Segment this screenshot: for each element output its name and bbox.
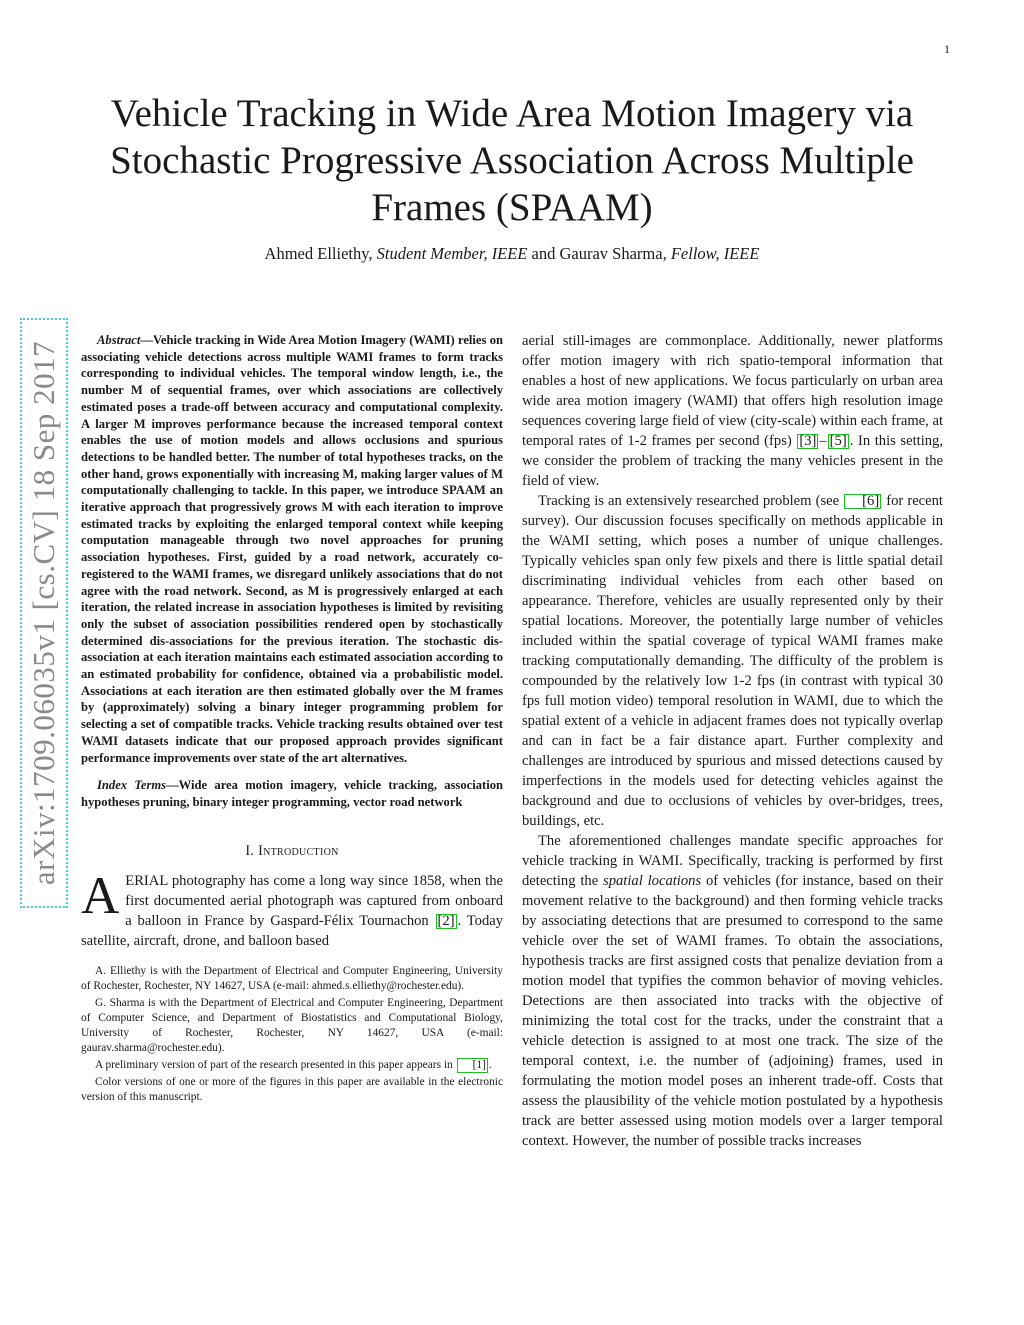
index-terms-body: —Wide area motion imagery, vehicle tracking, association hypotheses pruning, binary integer programming, vector road network: [81, 778, 503, 809]
paragraph-text: . In this setting, we consider the problem of tracking the many vehicles present in the field of view.: [522, 433, 943, 489]
page-number: 1: [944, 42, 950, 56]
abstract-lead: Abstract: [97, 333, 141, 347]
arxiv-identifier: arXiv:1709.06035v1 [cs.CV] 18 Sep 2017: [26, 340, 61, 886]
drop-cap: A: [81, 866, 120, 925]
citation-link[interactable]: [5]: [829, 433, 847, 449]
footnote-preliminary-end: .: [488, 1058, 492, 1071]
section-heading-introduction: [81, 841, 503, 861]
intro-text-b: . Today satellite, aircraft, drone, and balloon based: [81, 912, 504, 949]
index-terms: [81, 777, 503, 810]
section-title: Introduction: [258, 842, 339, 859]
emphasis-text: spatial locations: [603, 873, 702, 889]
citation-link[interactable]: [3]: [799, 433, 817, 449]
footnote-affiliation-1: A. Elliethy is with the Department of Electrical and Computer Engineering, University of Rochester, Rochester, NY 14627, USA (e-mail: ahmed.s.elliethy@rochester.edu).: [81, 964, 503, 992]
paragraph-text: Tracking is an extensively researched problem (see: [538, 493, 844, 509]
citation-range-dash: –: [819, 433, 827, 449]
footnote-preliminary: [81, 1058, 503, 1073]
right-column: [522, 331, 943, 1151]
intro-paragraph: [81, 866, 504, 951]
paragraph-text: aerial still-images are commonplace. Additionally, newer platforms offer motion imagery with rich spatio-temporal information that enables a host of new applications. We focus particularly on urban area wide area motion imagery (WAMI) that offers high resolution image sequences covering large field of view (city-scale) within each frame, at temporal rates of 1-2 frames per second (fps): [522, 333, 943, 449]
footnote-affiliation-2: G. Sharma is with the Department of Electrical and Computer Engineering, Department of Computer Science, and Department of Biostatistics and Computational Biology, University of Rochester, Rochester, NY 14627, USA (e-mail: gaurav.sharma@rochester.edu).: [81, 996, 503, 1054]
paper-title: Vehicle Tracking in Wide Area Motion Imagery via Stochastic Progressive Association Across Multiple Frames (SPAAM): [110, 92, 914, 229]
body-paragraph-3: [522, 831, 943, 1151]
footnote-color: Color versions of one or more of the figures in this paper are available in the electronic version of this manuscript.: [81, 1075, 503, 1103]
index-terms-lead: Index Terms: [97, 778, 167, 793]
paragraph-text: for recent survey). Our discussion focuses specifically on methods applicable in the WAMI setting, which poses a number of unique challenges. Typically vehicles span only few pixels and there is little spatial detail discriminating individual vehicles from each other based on appearance. Therefore, vehicles are usually represented only by their spatial locations. Moreover, the potentially large number of vehicles included within the spatial coverage of typical WAMI frames make tracking computationally demanding. The difficulty of the problem is compounded by the relatively low 1-2 fps (in contrast with typical 30 fps full motion video) temporal resolution in WAMI, due to which the spatial extent of a vehicle in adjacent frames does not typically overlap and can in fact be a fair distance apart. Further complexity and challenges are introduced by spurious and missed detections caused by imperfections in the models used for detecting vehicles against the background and due to occlusions of vehicles by over-bridges, trees, buildings, etc.: [522, 493, 943, 829]
left-column: [81, 332, 503, 1107]
section-number: I.: [245, 842, 255, 859]
author-1-name: Ahmed Elliethy,: [264, 244, 373, 263]
citation-link[interactable]: [1]: [457, 1058, 488, 1073]
paragraph-text: The aforementioned challenges mandate specific approaches for vehicle tracking in WAMI. Specifically, tracking is performed by first detecting the: [522, 833, 943, 889]
abstract: [81, 332, 503, 766]
intro-text-a: ERIAL photography has come a long way since 1858, when the first documented aerial photograph was captured from onboard a balloon in France by Gaspard-Félix Tournachon: [125, 872, 503, 929]
author-conjunction: and: [531, 244, 556, 263]
arxiv-stamp: [20, 318, 68, 908]
paragraph-text: of vehicles (for instance, based on their movement relative to the background) and then forming vehicle tracks by associating detections that are presumed to correspond to the same vehicle over the set of WAMI frames. To obtain the associations, hypothesis tracks are first assigned costs that penalize deviation from a motion model that typifies the common behavior of moving vehicles. Detections are then associated into tracks with the objective of minimizing the total cost for the tracks, under the constraint that a vehicle detection is assigned to at most one track. The size of the temporal context, i.e. the number of (adjoining) frames, used in formulating the motion model poses an inherent trade-off. Costs that assess the plausibility of the vehicle motion postulated by a hypothesis track are better assessed using motion models over a larger temporal context. However, the number of possible tracks increases: [522, 873, 943, 1149]
citation-link[interactable]: [6]: [844, 494, 881, 509]
footnote-preliminary-text: A preliminary version of part of the research presented in this paper appears in: [95, 1058, 456, 1071]
citation-link[interactable]: [2]: [437, 912, 455, 929]
author-line: [60, 244, 964, 264]
author-1-role: Student Member, IEEE: [376, 244, 528, 263]
body-paragraph-1: [522, 331, 943, 491]
abstract-body: —Vehicle tracking in Wide Area Motion Imagery (WAMI) relies on associating vehicle detections across multiple WAMI frames to form tracks corresponding to individual vehicles. The temporal window length, i.e., the number M of sequential frames, over which associations are collectively estimated poses a trade-off between accuracy and computational complexity. A larger M improves performance because the increased temporal context enables the use of motion models and allows occlusions and spurious detections to be handled better. The number of total hypotheses tracks, on the other hand, grows exponentially with increasing M, making larger values of M computationally challenging to tackle. In this paper, we introduce SPAAM an iterative approach that progressively grows M with each iteration to improve estimated tracks by exploiting the enlarged temporal context while keeping computation manageable through two novel approaches for pruning association hypotheses. First, guided by a road network, accurately co-registered to the WAMI frames, we disregard unlikely associations that do not agree with the road network. Second, as M is progressively enlarged at each iteration, the related increase in association hypotheses is limited by revisiting only the subset of association possibilities rendered open by stochastically determined dis-associations for the previous iteration. The stochastic dis-association at each iteration maintains each estimated association according to an estimated probability for confidence, obtained via a probabilistic model. Associations at each iteration are then estimated globally over the M frames by (approximately) solving a binary integer programming problem for selecting a set of compatible tracks. Vehicle tracking results obtained over test WAMI datasets indicate that our proposed approach provides significant performance improvements over state of the art alternatives.: [81, 333, 503, 765]
body-paragraph-2: [522, 491, 943, 831]
footnotes: [81, 963, 503, 1105]
author-2-role: Fellow, IEEE: [670, 244, 760, 263]
author-2-name: Gaurav Sharma,: [559, 244, 667, 263]
